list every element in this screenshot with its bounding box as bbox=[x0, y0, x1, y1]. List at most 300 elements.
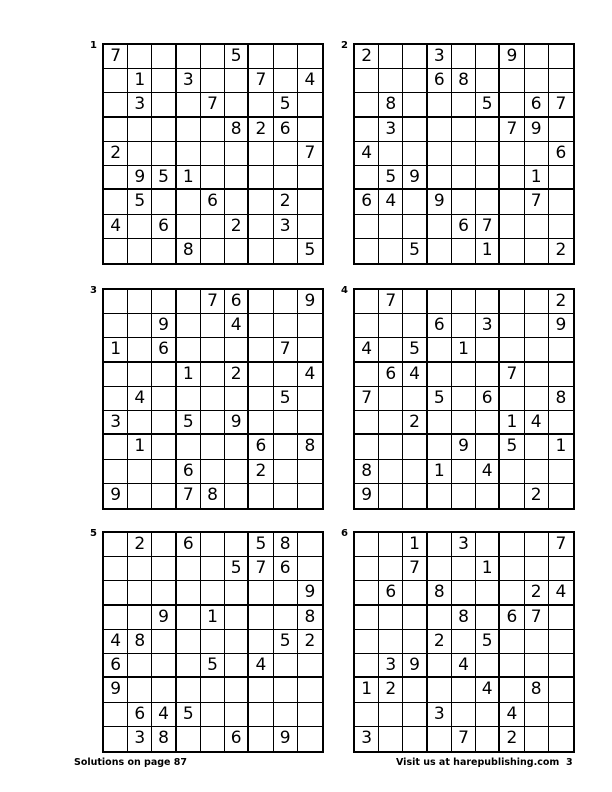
sudoku-cell bbox=[403, 314, 427, 338]
sudoku-cell: 4 bbox=[355, 338, 379, 362]
sudoku-cell bbox=[379, 411, 403, 435]
sudoku-cell bbox=[249, 630, 273, 654]
sudoku-cell bbox=[249, 93, 273, 117]
sudoku-cell: 5 bbox=[249, 533, 273, 557]
sudoku-cell bbox=[152, 654, 176, 678]
sudoku-cell: 8 bbox=[379, 93, 403, 117]
sudoku-cell: 4 bbox=[525, 411, 549, 435]
puzzle-number: 5 bbox=[90, 528, 97, 539]
sudoku-cell: 9 bbox=[152, 606, 176, 630]
sudoku-cell bbox=[525, 290, 549, 314]
sudoku-cell bbox=[201, 239, 225, 263]
sudoku-cell bbox=[355, 290, 379, 314]
sudoku-cell bbox=[274, 166, 298, 190]
sudoku-cell: 6 bbox=[152, 215, 176, 239]
sudoku-cell bbox=[428, 118, 452, 142]
page-number: 3 bbox=[566, 757, 573, 768]
sudoku-cell bbox=[177, 290, 201, 314]
sudoku-cell: 3 bbox=[476, 314, 500, 338]
sudoku-cell bbox=[201, 338, 225, 362]
sudoku-cell bbox=[104, 239, 128, 263]
sudoku-cell bbox=[201, 411, 225, 435]
sudoku-cell: 1 bbox=[104, 338, 128, 362]
sudoku-cell: 9 bbox=[403, 166, 427, 190]
sudoku-cell bbox=[274, 581, 298, 605]
sudoku-cell bbox=[104, 703, 128, 727]
sudoku-grid bbox=[102, 288, 324, 510]
sudoku-cell bbox=[379, 239, 403, 263]
sudoku-cell bbox=[403, 484, 427, 508]
sudoku-cell bbox=[500, 678, 524, 702]
sudoku-cell: 7 bbox=[274, 338, 298, 362]
sudoku-cell bbox=[403, 435, 427, 459]
sudoku-cell: 6 bbox=[428, 69, 452, 93]
sudoku-cell: 6 bbox=[225, 290, 249, 314]
sudoku-cell bbox=[549, 363, 573, 387]
sudoku-cell: 8 bbox=[525, 678, 549, 702]
sudoku-cell bbox=[274, 411, 298, 435]
sudoku-cell: 5 bbox=[403, 338, 427, 362]
sudoku-cell bbox=[152, 557, 176, 581]
sudoku-cell bbox=[525, 435, 549, 459]
sudoku-cell: 7 bbox=[403, 557, 427, 581]
sudoku-cell bbox=[249, 411, 273, 435]
sudoku-cell: 7 bbox=[549, 533, 573, 557]
sudoku-puzzle-4 bbox=[341, 285, 575, 510]
sudoku-cell bbox=[500, 215, 524, 239]
sudoku-cell: 8 bbox=[452, 69, 476, 93]
sudoku-cell: 2 bbox=[525, 484, 549, 508]
sudoku-cell bbox=[128, 581, 152, 605]
sudoku-cell bbox=[355, 166, 379, 190]
sudoku-cell bbox=[500, 142, 524, 166]
sudoku-grid bbox=[102, 531, 324, 753]
sudoku-cell bbox=[298, 654, 322, 678]
sudoku-cell bbox=[128, 45, 152, 69]
sudoku-cell bbox=[128, 215, 152, 239]
sudoku-cell bbox=[298, 533, 322, 557]
sudoku-cell bbox=[201, 142, 225, 166]
sudoku-cell bbox=[152, 190, 176, 214]
sudoku-cell: 6 bbox=[201, 190, 225, 214]
sudoku-cell bbox=[476, 190, 500, 214]
sudoku-cell bbox=[355, 581, 379, 605]
sudoku-cell: 5 bbox=[274, 93, 298, 117]
sudoku-cell bbox=[549, 703, 573, 727]
sudoku-cell bbox=[225, 703, 249, 727]
sudoku-cell bbox=[452, 703, 476, 727]
sudoku-cell bbox=[403, 142, 427, 166]
sudoku-cell bbox=[428, 606, 452, 630]
sudoku-cell bbox=[104, 93, 128, 117]
website-link[interactable]: Visit us at harepublishing.com bbox=[396, 757, 560, 768]
sudoku-cell bbox=[104, 581, 128, 605]
sudoku-cell bbox=[355, 411, 379, 435]
sudoku-cell bbox=[379, 314, 403, 338]
sudoku-cell bbox=[525, 142, 549, 166]
sudoku-cell bbox=[225, 533, 249, 557]
sudoku-cell bbox=[225, 338, 249, 362]
sudoku-cell bbox=[249, 142, 273, 166]
sudoku-cell bbox=[104, 290, 128, 314]
sudoku-cell bbox=[403, 606, 427, 630]
sudoku-cell: 5 bbox=[476, 93, 500, 117]
sudoku-cell: 9 bbox=[152, 314, 176, 338]
sudoku-cell: 9 bbox=[104, 484, 128, 508]
sudoku-cell bbox=[379, 460, 403, 484]
sudoku-cell bbox=[152, 581, 176, 605]
sudoku-cell: 6 bbox=[500, 606, 524, 630]
sudoku-cell: 3 bbox=[428, 45, 452, 69]
sudoku-cell bbox=[177, 190, 201, 214]
sudoku-cell bbox=[177, 118, 201, 142]
sudoku-cell bbox=[152, 239, 176, 263]
sudoku-cell bbox=[225, 166, 249, 190]
sudoku-cell bbox=[428, 239, 452, 263]
sudoku-cell: 9 bbox=[549, 314, 573, 338]
sudoku-cell: 8 bbox=[298, 435, 322, 459]
puzzle-number: 2 bbox=[341, 40, 348, 51]
sudoku-cell bbox=[403, 118, 427, 142]
sudoku-cell bbox=[549, 727, 573, 751]
sudoku-cell: 3 bbox=[428, 703, 452, 727]
sudoku-cell bbox=[128, 239, 152, 263]
sudoku-cell: 1 bbox=[201, 606, 225, 630]
sudoku-cell bbox=[355, 435, 379, 459]
sudoku-cell bbox=[249, 387, 273, 411]
sudoku-cell bbox=[128, 411, 152, 435]
sudoku-cell: 3 bbox=[274, 215, 298, 239]
sudoku-cell: 6 bbox=[549, 142, 573, 166]
sudoku-cell: 5 bbox=[476, 630, 500, 654]
sudoku-cell bbox=[274, 435, 298, 459]
sudoku-cell bbox=[201, 314, 225, 338]
sudoku-cell bbox=[298, 387, 322, 411]
sudoku-cell bbox=[201, 703, 225, 727]
sudoku-cell bbox=[298, 314, 322, 338]
sudoku-cell bbox=[152, 142, 176, 166]
sudoku-cell bbox=[355, 314, 379, 338]
sudoku-cell bbox=[104, 166, 128, 190]
sudoku-cell: 6 bbox=[476, 387, 500, 411]
sudoku-cell: 1 bbox=[452, 338, 476, 362]
sudoku-cell bbox=[274, 142, 298, 166]
sudoku-cell bbox=[428, 142, 452, 166]
sudoku-cell bbox=[274, 484, 298, 508]
sudoku-cell bbox=[452, 45, 476, 69]
sudoku-cell bbox=[201, 215, 225, 239]
sudoku-cell bbox=[104, 190, 128, 214]
sudoku-cell bbox=[177, 630, 201, 654]
sudoku-cell bbox=[500, 290, 524, 314]
sudoku-cell bbox=[274, 363, 298, 387]
sudoku-cell bbox=[452, 411, 476, 435]
sudoku-cell bbox=[355, 703, 379, 727]
sudoku-cell bbox=[452, 190, 476, 214]
sudoku-cell: 7 bbox=[201, 290, 225, 314]
sudoku-grid bbox=[102, 43, 324, 265]
sudoku-cell bbox=[249, 581, 273, 605]
sudoku-cell: 2 bbox=[525, 581, 549, 605]
sudoku-cell bbox=[355, 606, 379, 630]
sudoku-cell: 5 bbox=[177, 411, 201, 435]
sudoku-cell bbox=[476, 606, 500, 630]
sudoku-cell: 6 bbox=[249, 435, 273, 459]
sudoku-cell bbox=[298, 166, 322, 190]
sudoku-cell bbox=[128, 654, 152, 678]
sudoku-cell bbox=[104, 69, 128, 93]
sudoku-cell bbox=[249, 727, 273, 751]
sudoku-cell bbox=[128, 678, 152, 702]
sudoku-cell bbox=[379, 215, 403, 239]
sudoku-cell bbox=[274, 239, 298, 263]
sudoku-cell: 2 bbox=[225, 215, 249, 239]
sudoku-cell bbox=[379, 484, 403, 508]
sudoku-cell bbox=[379, 142, 403, 166]
sudoku-cell bbox=[225, 69, 249, 93]
sudoku-cell bbox=[525, 630, 549, 654]
sudoku-cell bbox=[500, 338, 524, 362]
sudoku-cell bbox=[476, 435, 500, 459]
sudoku-cell bbox=[476, 411, 500, 435]
sudoku-cell bbox=[452, 387, 476, 411]
sudoku-cell bbox=[549, 630, 573, 654]
sudoku-cell bbox=[403, 727, 427, 751]
sudoku-cell: 6 bbox=[128, 703, 152, 727]
sudoku-cell bbox=[298, 118, 322, 142]
sudoku-cell: 9 bbox=[403, 654, 427, 678]
sudoku-cell bbox=[104, 460, 128, 484]
sudoku-cell bbox=[249, 606, 273, 630]
sudoku-cell bbox=[355, 215, 379, 239]
sudoku-cell: 7 bbox=[249, 557, 273, 581]
sudoku-cell bbox=[379, 338, 403, 362]
sudoku-puzzle-1 bbox=[90, 40, 324, 265]
sudoku-cell bbox=[298, 93, 322, 117]
sudoku-cell bbox=[500, 239, 524, 263]
sudoku-cell bbox=[355, 93, 379, 117]
sudoku-cell: 1 bbox=[128, 435, 152, 459]
sudoku-cell bbox=[379, 606, 403, 630]
sudoku-cell: 1 bbox=[549, 435, 573, 459]
sudoku-cell: 2 bbox=[274, 190, 298, 214]
sudoku-cell: 2 bbox=[355, 45, 379, 69]
sudoku-cell bbox=[225, 190, 249, 214]
sudoku-cell bbox=[177, 557, 201, 581]
sudoku-cell: 8 bbox=[452, 606, 476, 630]
sudoku-cell bbox=[476, 533, 500, 557]
sudoku-cell: 9 bbox=[128, 166, 152, 190]
sudoku-cell bbox=[549, 69, 573, 93]
sudoku-cell bbox=[500, 484, 524, 508]
sudoku-cell bbox=[201, 69, 225, 93]
sudoku-cell: 9 bbox=[104, 678, 128, 702]
sudoku-cell: 8 bbox=[274, 533, 298, 557]
sudoku-cell bbox=[249, 484, 273, 508]
sudoku-cell bbox=[104, 606, 128, 630]
sudoku-cell bbox=[128, 118, 152, 142]
sudoku-puzzle-6 bbox=[341, 528, 575, 753]
sudoku-cell bbox=[379, 703, 403, 727]
sudoku-cell bbox=[177, 314, 201, 338]
sudoku-cell bbox=[201, 387, 225, 411]
sudoku-cell bbox=[298, 727, 322, 751]
sudoku-cell bbox=[379, 435, 403, 459]
sudoku-cell bbox=[476, 363, 500, 387]
sudoku-cell: 6 bbox=[225, 727, 249, 751]
sudoku-cell: 5 bbox=[128, 190, 152, 214]
sudoku-cell: 4 bbox=[104, 630, 128, 654]
sudoku-cell bbox=[428, 678, 452, 702]
sudoku-cell bbox=[549, 606, 573, 630]
sudoku-cell bbox=[104, 118, 128, 142]
sudoku-cell bbox=[500, 533, 524, 557]
sudoku-cell: 4 bbox=[225, 314, 249, 338]
sudoku-cell: 5 bbox=[500, 435, 524, 459]
sudoku-cell: 8 bbox=[177, 239, 201, 263]
sudoku-cell bbox=[549, 215, 573, 239]
sudoku-cell bbox=[104, 387, 128, 411]
sudoku-cell bbox=[452, 460, 476, 484]
sudoku-cell: 1 bbox=[355, 678, 379, 702]
sudoku-cell bbox=[403, 678, 427, 702]
sudoku-cell bbox=[452, 581, 476, 605]
sudoku-cell: 8 bbox=[128, 630, 152, 654]
sudoku-cell: 4 bbox=[476, 678, 500, 702]
sudoku-cell bbox=[549, 654, 573, 678]
sudoku-cell bbox=[152, 533, 176, 557]
sudoku-cell bbox=[274, 69, 298, 93]
sudoku-cell bbox=[104, 557, 128, 581]
sudoku-cell bbox=[128, 363, 152, 387]
sudoku-cell bbox=[177, 727, 201, 751]
sudoku-cell bbox=[201, 630, 225, 654]
sudoku-cell bbox=[428, 166, 452, 190]
puzzle-number: 4 bbox=[341, 285, 348, 296]
sudoku-cell bbox=[525, 239, 549, 263]
sudoku-cell: 1 bbox=[476, 239, 500, 263]
sudoku-cell: 6 bbox=[355, 190, 379, 214]
sudoku-cell bbox=[355, 363, 379, 387]
sudoku-cell bbox=[525, 727, 549, 751]
sudoku-cell bbox=[403, 630, 427, 654]
sudoku-cell: 4 bbox=[152, 703, 176, 727]
sudoku-cell bbox=[355, 630, 379, 654]
sudoku-cell bbox=[476, 166, 500, 190]
sudoku-cell bbox=[201, 678, 225, 702]
sudoku-cell bbox=[428, 484, 452, 508]
sudoku-cell bbox=[500, 314, 524, 338]
sudoku-cell bbox=[249, 239, 273, 263]
sudoku-cell bbox=[452, 118, 476, 142]
sudoku-cell: 7 bbox=[355, 387, 379, 411]
sudoku-cell bbox=[452, 93, 476, 117]
sudoku-cell bbox=[549, 678, 573, 702]
sudoku-cell bbox=[128, 460, 152, 484]
sudoku-cell bbox=[225, 606, 249, 630]
sudoku-cell bbox=[128, 290, 152, 314]
sudoku-cell: 9 bbox=[355, 484, 379, 508]
sudoku-cell bbox=[177, 45, 201, 69]
sudoku-cell bbox=[274, 606, 298, 630]
sudoku-cell bbox=[428, 557, 452, 581]
puzzle-number: 3 bbox=[90, 285, 97, 296]
sudoku-cell bbox=[201, 727, 225, 751]
sudoku-cell: 7 bbox=[525, 606, 549, 630]
sudoku-cell bbox=[225, 142, 249, 166]
sudoku-cell bbox=[152, 290, 176, 314]
sudoku-cell bbox=[452, 678, 476, 702]
sudoku-cell bbox=[128, 484, 152, 508]
sudoku-cell: 2 bbox=[379, 678, 403, 702]
sudoku-cell: 4 bbox=[476, 460, 500, 484]
sudoku-cell bbox=[476, 484, 500, 508]
sudoku-cell bbox=[225, 654, 249, 678]
sudoku-cell: 1 bbox=[525, 166, 549, 190]
sudoku-cell bbox=[500, 387, 524, 411]
sudoku-cell bbox=[104, 435, 128, 459]
sudoku-cell bbox=[298, 190, 322, 214]
sudoku-cell bbox=[476, 69, 500, 93]
sudoku-cell bbox=[549, 118, 573, 142]
sudoku-cell: 6 bbox=[452, 215, 476, 239]
sudoku-cell bbox=[355, 654, 379, 678]
sudoku-cell: 2 bbox=[249, 118, 273, 142]
sudoku-cell bbox=[298, 338, 322, 362]
sudoku-cell bbox=[379, 630, 403, 654]
sudoku-cell: 3 bbox=[104, 411, 128, 435]
sudoku-cell: 5 bbox=[379, 166, 403, 190]
sudoku-cell: 4 bbox=[379, 190, 403, 214]
sudoku-cell: 9 bbox=[500, 45, 524, 69]
sudoku-cell bbox=[225, 581, 249, 605]
sudoku-cell bbox=[476, 581, 500, 605]
sudoku-cell: 3 bbox=[177, 69, 201, 93]
sudoku-cell bbox=[452, 557, 476, 581]
sudoku-puzzle-2 bbox=[341, 40, 575, 265]
sudoku-cell bbox=[225, 435, 249, 459]
sudoku-cell bbox=[128, 142, 152, 166]
sudoku-cell: 6 bbox=[177, 533, 201, 557]
sudoku-cell bbox=[452, 142, 476, 166]
sudoku-cell bbox=[549, 338, 573, 362]
sudoku-cell bbox=[476, 118, 500, 142]
sudoku-cell bbox=[177, 606, 201, 630]
sudoku-cell: 9 bbox=[225, 411, 249, 435]
sudoku-cell bbox=[128, 557, 152, 581]
sudoku-cell: 7 bbox=[104, 45, 128, 69]
sudoku-cell bbox=[104, 533, 128, 557]
sudoku-cell bbox=[152, 484, 176, 508]
sudoku-cell: 4 bbox=[104, 215, 128, 239]
sudoku-cell bbox=[549, 166, 573, 190]
sudoku-cell: 1 bbox=[177, 363, 201, 387]
sudoku-cell bbox=[525, 654, 549, 678]
sudoku-cell bbox=[104, 363, 128, 387]
sudoku-cell bbox=[403, 703, 427, 727]
sudoku-cell bbox=[549, 190, 573, 214]
sudoku-cell: 5 bbox=[177, 703, 201, 727]
sudoku-cell bbox=[452, 290, 476, 314]
sudoku-cell bbox=[525, 314, 549, 338]
sudoku-cell bbox=[274, 654, 298, 678]
sudoku-cell bbox=[201, 363, 225, 387]
sudoku-cell bbox=[152, 411, 176, 435]
sudoku-cell bbox=[177, 581, 201, 605]
sudoku-cell: 4 bbox=[500, 703, 524, 727]
sudoku-cell bbox=[525, 387, 549, 411]
sudoku-cell: 1 bbox=[476, 557, 500, 581]
